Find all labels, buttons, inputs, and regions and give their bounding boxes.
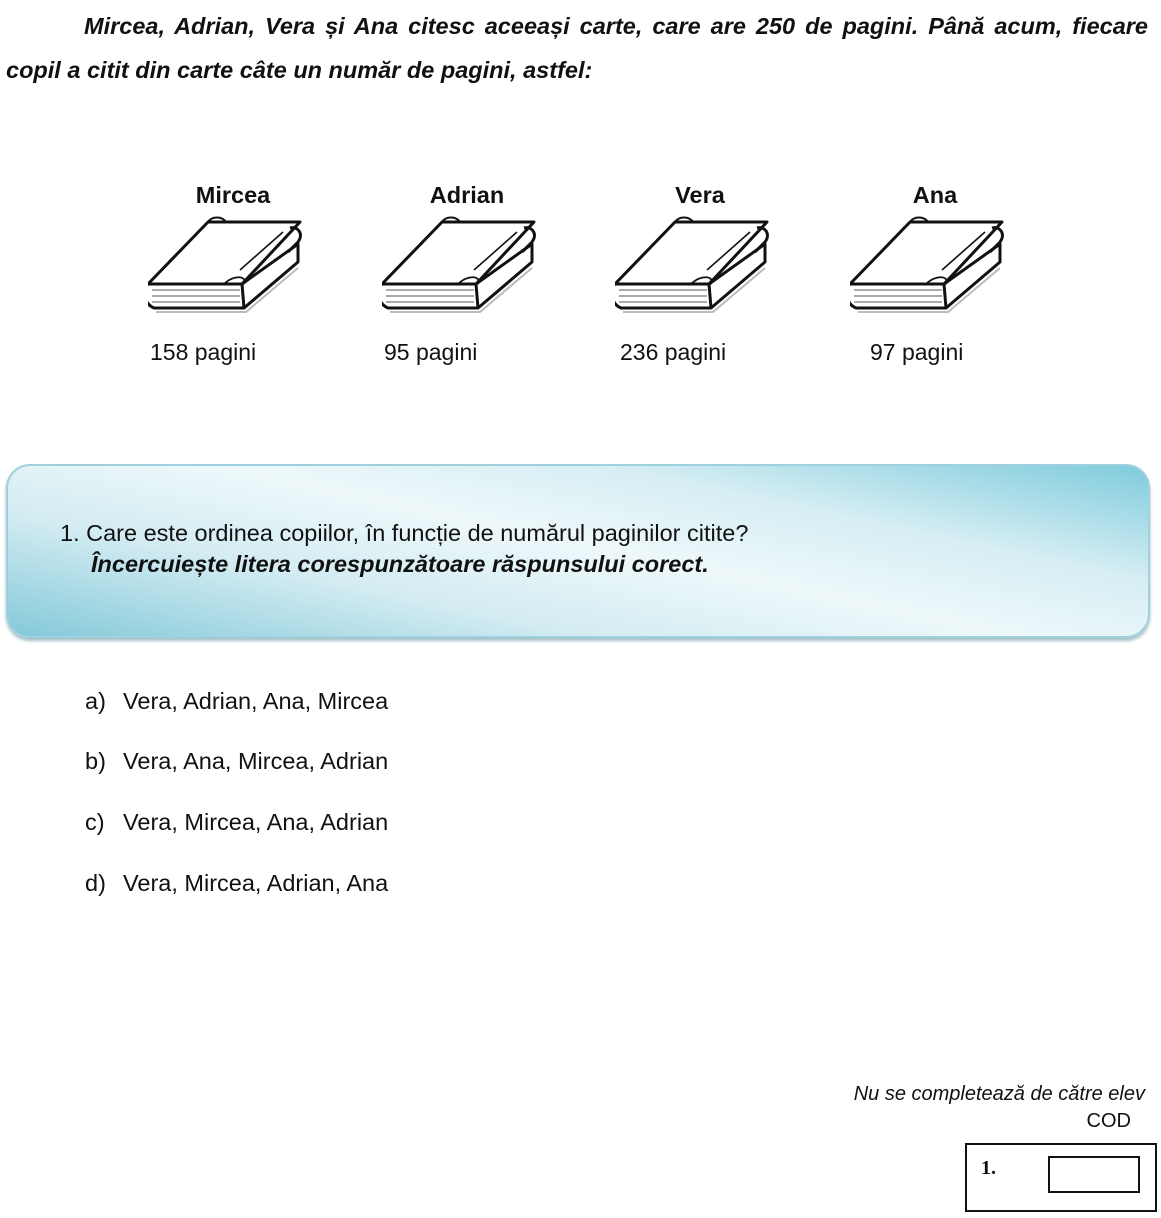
answer-option-a[interactable] <box>85 688 388 715</box>
answer-option-c[interactable] <box>85 809 388 836</box>
cod-label: COD <box>1086 1110 1131 1132</box>
book-pages: 158 pagini <box>150 339 257 365</box>
book-pages: 236 pagini <box>620 339 727 365</box>
grader-note: Nu se completează de către elev <box>853 1083 1145 1105</box>
option-text: Vera, Adrian, Ana, Mircea <box>123 688 389 714</box>
option-letter[interactable]: d) <box>85 870 106 896</box>
option-text: Vera, Mircea, Adrian, Ana <box>123 870 389 896</box>
option-letter[interactable]: a) <box>85 688 106 714</box>
intro-paragraph: Mircea, Adrian, Vera și Ana citesc aceeași carte, care are 250 de pagini. Până acum, fiecare copil a citit din carte câte un număr de pagini, astfel: <box>6 13 1148 83</box>
book-name: Mircea <box>195 182 271 208</box>
option-letter[interactable]: c) <box>85 809 105 835</box>
book-icon <box>615 212 775 322</box>
score-field[interactable] <box>1048 1156 1140 1193</box>
question-instruction: Încercuiește litera corespunzătoare răspunsului corect. <box>91 551 709 577</box>
book-name: Adrian <box>429 182 505 208</box>
option-text: Vera, Mircea, Ana, Adrian <box>123 809 389 835</box>
score-table <box>965 1143 1157 1212</box>
question-box <box>6 464 1150 638</box>
book-icon <box>850 212 1010 322</box>
book-name: Vera <box>675 182 725 208</box>
item-number: 1. <box>981 1157 996 1179</box>
book-icon <box>148 212 308 322</box>
question-text: 1. Care este ordinea copiilor, în funcție de numărul paginilor citite? <box>60 520 749 546</box>
option-letter[interactable]: b) <box>85 748 106 774</box>
book-icon <box>382 212 542 322</box>
book-pages: 97 pagini <box>870 339 964 365</box>
book-pages: 95 pagini <box>384 339 478 365</box>
answer-option-b[interactable] <box>85 748 388 775</box>
answer-option-d[interactable] <box>85 870 388 897</box>
book-name: Ana <box>912 182 958 208</box>
option-text: Vera, Ana, Mircea, Adrian <box>123 748 389 774</box>
